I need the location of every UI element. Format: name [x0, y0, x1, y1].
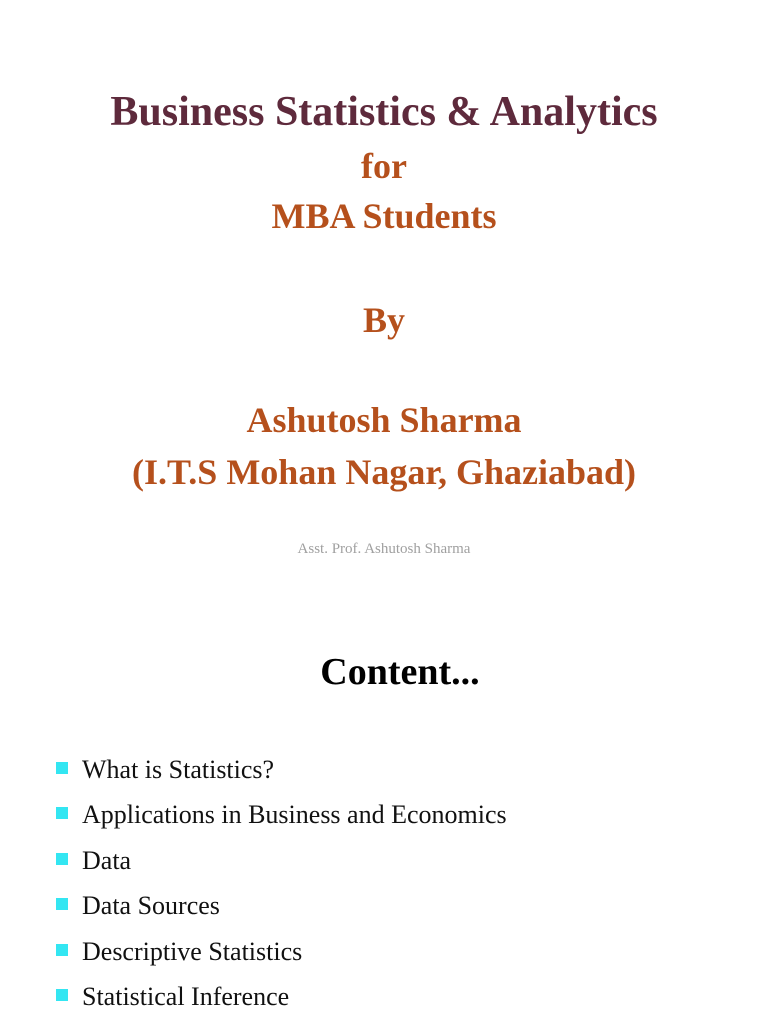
list-item — [56, 978, 507, 1024]
slide-footer: Asst. Prof. Ashutosh Sharma — [297, 541, 471, 557]
content-bullet-list — [56, 750, 507, 1023]
list-item-text: Data — [82, 845, 132, 875]
list-item-text: Applications in Business and Economics — [82, 800, 507, 830]
list-item — [56, 796, 507, 842]
square-bullet-icon — [56, 944, 68, 956]
list-item-text: Data Sources — [82, 891, 220, 921]
subtitle-for: for — [361, 146, 407, 186]
list-item — [56, 750, 507, 796]
content-slide — [0, 600, 768, 1024]
list-item — [56, 887, 507, 933]
square-bullet-icon — [56, 762, 68, 774]
list-item — [56, 932, 507, 978]
author-institute: (I.T.S Mohan Nagar, Ghaziabad) — [131, 452, 637, 492]
list-item — [56, 841, 507, 887]
square-bullet-icon — [56, 989, 68, 1001]
subtitle-audience: MBA Students — [271, 196, 497, 236]
content-heading: Content... — [320, 651, 480, 693]
list-item-text: Statistical Inference — [82, 982, 290, 1012]
square-bullet-icon — [56, 853, 68, 865]
square-bullet-icon — [56, 807, 68, 819]
square-bullet-icon — [56, 898, 68, 910]
list-item-text: Descriptive Statistics — [82, 936, 303, 966]
slide-title: Business Statistics & Analytics — [110, 89, 658, 135]
author-name: Ashutosh Sharma — [246, 400, 522, 440]
subtitle-by: By — [362, 300, 405, 340]
list-item-text: What is Statistics? — [82, 754, 275, 784]
